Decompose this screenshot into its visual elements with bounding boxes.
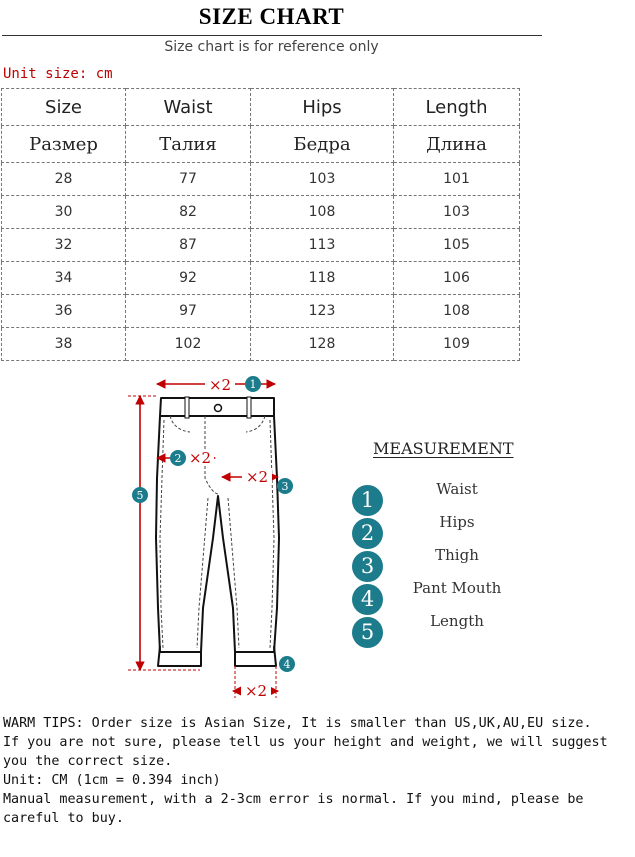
cell-size: 38: [2, 328, 126, 361]
measurement-item-length: [352, 612, 552, 650]
cell-waist: 87: [126, 229, 251, 262]
measurement-title: MEASUREMENT: [373, 439, 514, 458]
cell-waist: 82: [126, 196, 251, 229]
pants-diagram: [0, 368, 330, 708]
cell-size: 28: [2, 163, 126, 196]
cell-waist: 97: [126, 295, 251, 328]
tip-unit: Unit: CM (1cm = 0.394 inch): [3, 773, 221, 788]
pant-mouth-multiplier-label: ×2: [244, 682, 268, 700]
cell-hips: 123: [251, 295, 394, 328]
table-row: [2, 295, 520, 328]
table-header-row-en: [2, 89, 520, 126]
thigh-multiplier-label: ×2: [245, 468, 269, 486]
header-cell-waist: Waist: [126, 89, 251, 126]
table-row: [2, 262, 520, 295]
cell-length: 103: [394, 196, 520, 229]
cell-length: 101: [394, 163, 520, 196]
badge-length-number: 5: [136, 489, 144, 502]
right-cuff: [235, 646, 276, 666]
cell-length: 105: [394, 229, 520, 262]
cell-hips: 118: [251, 262, 394, 295]
cell-size: 32: [2, 229, 126, 262]
measurement-badge: 3: [352, 551, 383, 582]
cell-waist: 77: [126, 163, 251, 196]
cell-waist: 92: [126, 262, 251, 295]
header-cell-hips-ru: Бедра: [251, 126, 394, 163]
tip-height-weight: If you are not sure, please tell us your height and weight, we will suggest you the correct size.: [3, 735, 616, 769]
table-header-row-ru: [2, 126, 520, 163]
header-cell-waist-ru: Талия: [126, 126, 251, 163]
measurement-label: Thigh: [435, 546, 479, 564]
measurement-badge: 5: [352, 617, 383, 648]
badge-hips-number: 2: [174, 452, 182, 465]
cell-size: 36: [2, 295, 126, 328]
badge-thigh-number: 3: [281, 480, 289, 493]
cell-length: 106: [394, 262, 520, 295]
page-title: SIZE CHART: [198, 4, 345, 29]
table-row: [2, 196, 520, 229]
table-row: [2, 229, 520, 262]
belt-loop-left: [185, 397, 189, 418]
measurement-badge: 4: [352, 584, 383, 615]
header-cell-size: Size: [2, 89, 126, 126]
tip-asian-size: WARM TIPS: Order size is Asian Size, It is smaller than US,UK,AU,EU size.: [3, 716, 592, 731]
cell-length: 108: [394, 295, 520, 328]
table-row: [2, 163, 520, 196]
waist-button: [215, 405, 222, 412]
measurement-label: Length: [430, 612, 484, 630]
cell-waist: 102: [126, 328, 251, 361]
measurement-badge: 2: [352, 518, 383, 549]
page-subtitle: Size chart is for reference only: [164, 39, 379, 55]
measurement-label: Hips: [439, 513, 475, 531]
cell-length: 109: [394, 328, 520, 361]
badge-pant-mouth-number: 4: [283, 658, 291, 671]
badge-waist-number: 1: [249, 378, 257, 391]
measurement-label: Waist: [436, 480, 478, 498]
measurement-badge: 1: [352, 485, 383, 516]
belt-loop-right: [247, 397, 251, 418]
header-cell-hips: Hips: [251, 89, 394, 126]
cell-hips: 128: [251, 328, 394, 361]
cell-hips: 113: [251, 229, 394, 262]
size-table: [1, 88, 520, 361]
header-cell-size-ru: Размер: [2, 126, 126, 163]
title-divider: [2, 35, 542, 36]
cell-size: 34: [2, 262, 126, 295]
header-cell-length: Length: [394, 89, 520, 126]
pants-outline: [156, 398, 279, 666]
pants-body-outline: [156, 398, 279, 652]
left-cuff: [158, 646, 201, 666]
hips-multiplier-label: ×2: [188, 449, 212, 467]
unit-size-note: Unit size: cm: [3, 66, 113, 82]
measurement-label: Pant Mouth: [412, 579, 502, 597]
cell-hips: 103: [251, 163, 394, 196]
table-row: [2, 328, 520, 361]
header-cell-length-ru: Длина: [394, 126, 520, 163]
cell-size: 30: [2, 196, 126, 229]
warm-tips: [3, 714, 635, 828]
cell-hips: 108: [251, 196, 394, 229]
waist-multiplier-label: ×2: [208, 376, 232, 394]
tip-manual-measurement: Manual measurement, with a 2-3cm error is normal. If you mind, please be careful to buy.: [3, 792, 592, 826]
